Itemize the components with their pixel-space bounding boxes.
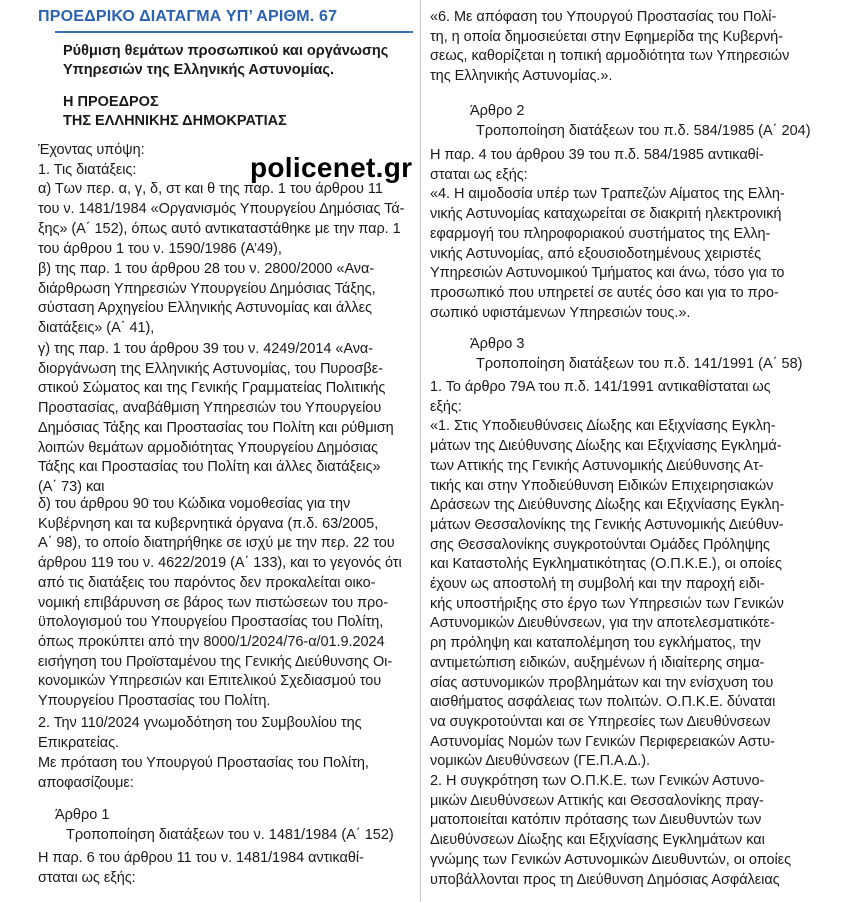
right-paragraph-2: Η παρ. 4 του άρθρου 39 του π.δ. 584/1985 αντικαθί- σταται ως εξής: «4. Η αιμοδοσία υπέρ των Τραπεζών Αίματος της Ελλη- νικής Αστυνομίας καταχωρείται σε διακριτή ηλεκτρονική εφαρμογή του πληροφοριακού συστήματος της Ελλη- νικής Αστυνομίας, από εξουσιοδοτημένους χειριστές Υπηρεσιών Αστυνομικού Τμήματος και άνω, τόσο για το προσωπικό που υπηρετεί σε αυτές όσο και για το προ- σωπικό υφιστάμενων Υπηρεσιών τους.».	[430, 147, 785, 321]
article-3-title: Τροποποίηση διατάξεων του π.δ. 141/1991 (Α΄ 58)	[476, 356, 803, 372]
decree-subject: Ρύθμιση θεμάτων προσωπικού και οργάνωσης Υπηρεσιών της Ελληνικής Αστυνομίας.	[63, 43, 389, 78]
decree-title: ΠΡΟΕΔΡΙΚΟ ΔΙΑΤΑΓΜΑ ΥΠ’ ΑΡΙΘΜ. 67	[38, 8, 338, 25]
right-paragraph-4: 2. Η συγκρότηση των Ο.Π.Κ.Ε. των Γενικών Αστυνο- μικών Διευθύνσεων Αττικής και Θεσσαλονίκης πραγ- ματοποιείται κατόπιν πρότασης των Διευθυντών των Διευθύνσεων Δίωξης και Εξιχνίασης Εγκλημάτων και γνώμης των Γενικών Αστυνομικών Διευθυντών, οι οποίες υποβάλλονται προς τη Διεύθυνση Δημόσιας Ασφάλειας	[430, 773, 792, 888]
article-3-label: Άρθρο 3	[470, 336, 525, 352]
article-1-label: Άρθρο 1	[55, 807, 110, 823]
watermark-text: policenet.gr	[250, 152, 413, 183]
article-2-title: Τροποποίηση διατάξεων του π.δ. 584/1985 (Α΄ 204)	[476, 123, 811, 139]
left-paragraph-6: Με πρόταση του Υπουργού Προστασίας του Πολίτη, αποφασίζουμε:	[38, 755, 369, 791]
article-1-title: Τροποποίηση διατάξεων του ν. 1481/1984 (Α΄ 152)	[66, 827, 394, 843]
right-paragraph-1: «6. Με απόφαση του Υπουργού Προστασίας του Πολί- τη, η οποία δημοσιεύεται στην Εφημερίδα της Κυβερνή- σεως, καθορίζεται η τοπική αρμοδιότητα των Υπηρεσιών της Ελληνικής Αστυνομίας.».	[430, 9, 790, 85]
right-paragraph-3: 1. Το άρθρο 79Α του π.δ. 141/1991 αντικαθίσταται ως εξής: «1. Στις Υποδιευθύνσεις Δίωξης και Εξιχνίασης Εγκλη- μάτων της Διεύθυνσης Δίωξης και Εξιχνίασης Εγκλημά- των Αττικής της Γενικής Αστυνομικής Διεύθυνσης Ατ- τικής και στην Υποδιεύθυνση Ειδικών Επιχειρησιακών Δράσεων της Διεύθυνσης Δίωξης και Εξιχνίασης Εγκλη- μάτων Θεσσαλονίκης της Γενικής Αστυνομικής Διεύθυν- σης Θεσσαλονίκης συγκροτούνται Ομάδες Πρόληψης και Καταστολής Εγκληματικότητας (Ο.Π.Κ.Ε.), οι οποίες έχουν ως αποστολή τη συμβολή και την παροχή ειδι- κής υποστήριξης στο έργο των Υπηρεσιών των Γενικών Αστυνομικών Διευθύνσεων, για την αποτελεσματικότε- ρη πρόληψη και καταπολέμηση του εγκλήματος, την αντιμετώπιση ειδικών, αυξημένων ή ιδιαίτερης σημα- σίας αστυνομικών προβλημάτων και την ενίσχυση του αισθήματος ασφάλειας των πολιτών. Ο.Π.Κ.Ε. δύναται να συγκροτούνται και σε Υπηρεσίες των Διευθύνσεων Αστυνομίας Νομών των Γενικών Περιφερειακών Αστυ- νομικών Διευθύνσεων (ΓΕ.Π.Α.Δ.).	[430, 379, 785, 770]
left-paragraph-3: γ) της παρ. 1 του άρθρου 39 του ν. 4249/2014 «Ανα- διοργάνωση της Ελληνικής Αστυνομίας, του Πυροσβε- στικού Σώματος και της Γενικής Γραμματείας Πολιτικής Προστασίας, αναβάθμιση Υπηρεσιών του Υπουργείου Δημόσιας Τάξης και Προστασίας του Πολίτη και ρύθμιση λοιπών θεμάτων αρμοδιότητας Υπουργείου Δημόσιας Τάξης και Προστασίας του Πολίτη και άλλες διατάξεις» (Α΄ 73) και	[38, 341, 394, 495]
left-paragraph-7: Η παρ. 6 του άρθρου 11 του ν. 1481/1984 αντικαθί- σταται ως εξής:	[38, 850, 364, 886]
article-2-label: Άρθρο 2	[470, 103, 525, 119]
left-paragraph-1: Έχοντας υπόψη: 1. Τις διατάξεις: α) Των περ. α, γ, δ, στ και θ της παρ. 1 του άρθρου 11 του ν. 1481/1984 «Οργανισμός Υπουργείου Δημόσιας Τά- ξης» (Α΄ 152), όπως αυτό αντικαταστάθηκε με την παρ. 1 του άρθρου 1 του ν. 1590/1986 (Α’49),	[38, 142, 405, 257]
left-paragraph-2: β) της παρ. 1 του άρθρου 28 του ν. 2800/2000 «Ανα- διάρθρωση Υπηρεσιών Υπουργείου Δημόσιας Τάξης, σύσταση Αρχηγείου Ελληνικής Αστυνομίας και άλλες διατάξεις» (Α΄ 41),	[38, 261, 376, 337]
title-rule	[55, 31, 413, 33]
left-paragraph-4: δ) του άρθρου 90 του Κώδικα νομοθεσίας για την Κυβέρνηση και τα κυβερνητικά όργανα (π.δ. 63/2005, Α΄ 98), το οποίο διατηρήθηκε σε ισχύ με την περ. 22 του άρθρου 119 του ν. 4622/2019 (Α΄ 133), και το γεγονός ότι από τις διατάξεις του παρόντος δεν προκαλείται οικο- νομική επιβάρυνση σε βάρος των πιστώσεων του προ- ϋπολογισμού του Υπουργείου Προστασίας του Πολίτη, όπως προκύπτει από την 8000/1/2024/76-α/01.9.2024 εισήγηση του Προϊσταμένου της Γενικής Διεύθυνσης Οι- κονομικών Υπηρεσιών και Επιτελικού Σχεδιασμού του Υπουργείου Προστασίας του Πολίτη.	[38, 496, 402, 710]
column-divider	[420, 0, 421, 902]
left-paragraph-5: 2. Την 110/2024 γνωμοδότηση του Συμβουλίου της Επικρατείας.	[38, 715, 362, 751]
president-heading: Η ΠΡΟΕΔΡΟΣ ΤΗΣ ΕΛΛΗΝΙΚΗΣ ΔΗΜΟΚΡΑΤΙΑΣ	[63, 94, 287, 129]
